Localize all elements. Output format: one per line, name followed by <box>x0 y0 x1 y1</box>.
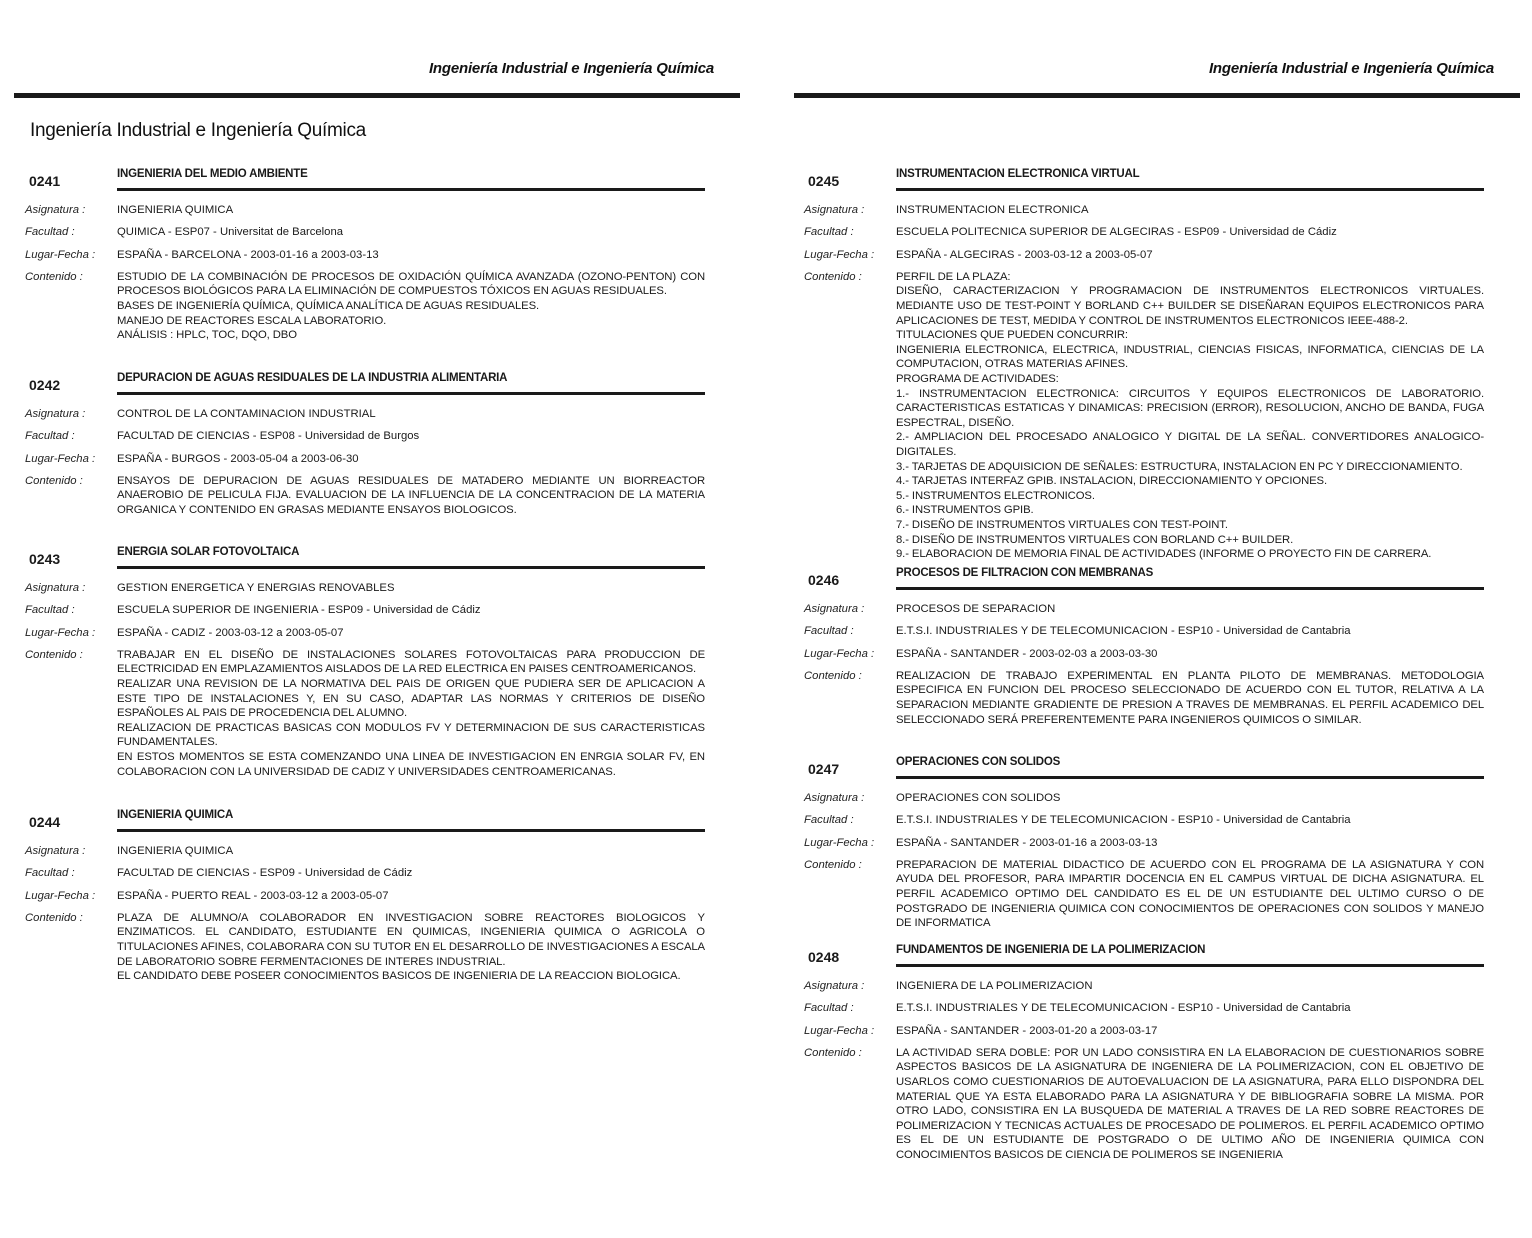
asignatura-label: Asignatura : <box>25 845 86 857</box>
asignatura-row <box>25 844 705 859</box>
entry-fields <box>25 581 705 787</box>
entry-title: FUNDAMENTOS DE INGENIERIA DE LA POLIMERIZACION <box>896 944 1206 956</box>
contenido-value: PLAZA DE ALUMNO/A COLABORADOR EN INVESTIGACION SOBRE REACTORES BIOLOGICOS Y ENZIMATICOS. EL CANDIDATO, ESTUDIANTE EN QUIMICAS, INGENIERIA QUIMICA O AGRICOLA O TITULACIONES AFINES, COLABORARA CON SU TUTOR EN EL DESARROLLO DE INVESTIGACIONES A ESCALA DE LABORATORIO SOBRE FERMENTACIONES DE INTERES INDUSTRIAL. EL CANDIDATO DEBE POSEER CONOCIMIENTOS BASICOS DE INGENIERIA DE LA REACCION BIOLOGICA. <box>117 911 705 983</box>
asignatura-label: Asignatura : <box>804 980 865 992</box>
asignatura-value: INGENIERIA QUIMICA <box>117 845 234 857</box>
lugar-fecha-row <box>804 1024 1484 1039</box>
asignatura-value: INSTRUMENTACION ELECTRONICA <box>896 204 1089 216</box>
lugar-fecha-value: ESPAÑA - ALGECIRAS - 2003-03-12 a 2003-05-07 <box>896 248 1153 261</box>
entry-title: PROCESOS DE FILTRACION CON MEMBRANAS <box>896 567 1154 579</box>
asignatura-value: GESTION ENERGETICA Y ENERGIAS RENOVABLES <box>117 582 395 594</box>
contenido-label: Contenido : <box>25 911 83 924</box>
asignatura-row <box>804 979 1484 994</box>
entry-title: OPERACIONES CON SOLIDOS <box>896 756 1061 768</box>
contenido-row <box>25 270 705 343</box>
lugar-fecha-label: Lugar-Fecha : <box>25 626 96 639</box>
entry-rule <box>896 964 1484 967</box>
contenido-value: PREPARACION DE MATERIAL DIDACTICO DE ACUERDO CON EL PROGRAMA DE LA ASIGNATURA Y CON AYUDA DEL PROFESOR, PARA IMPARTIR DOCENCIA EN EL CAMPUS VIRTUAL DE DICHA ASIGNATURA. EL PERFIL ACADEMICO OPTIMO DEL CANDIDATO ES EL DE UN ESTUDIANTE DEL ULTIMO CURSO O DE POSTGRADO DE INGENIERIA QUIMICA CON CONOCIMIENTOS DE OPERACIONES CON SOLIDOS Y MANEJO DE INFORMATICA <box>896 858 1484 930</box>
lugar-fecha-row <box>804 836 1484 851</box>
asignatura-label: Asignatura : <box>804 792 865 804</box>
lugar-fecha-value: ESPAÑA - SANTANDER - 2003-01-20 a 2003-03-17 <box>896 1024 1158 1037</box>
contenido-row <box>25 474 705 518</box>
entry-title: INGENIERIA QUIMICA <box>117 809 234 821</box>
contenido-value: PERFIL DE LA PLAZA: DISEÑO, CARACTERIZACION Y PROGRAMACION DE INSTRUMENTOS ELECTRONICOS VIRTUALES. MEDIANTE USO DE TEST-POINT Y BORLAND C++ BUILDER SE DISEÑARAN EQUIPOS ELECTRONICOS PARA APLICACIONES DE TEST, MEDIDA Y CONTROL DE INSTRUMENTOS ELECTRONICOS IEEE-488-2. TITULACIONES QUE PUEDEN CONCURRIR: INGENIERIA ELECTRONICA, ELECTRICA, INDUSTRIAL, CIENCIAS FISICAS, INFORMATICA, CIENCIAS DE LA COMPUTACION, OTRAS MATERIAS AFINES. PROGRAMA DE ACTIVIDADES: 1.- INSTRUMENTACION ELECTRONICA: CIRCUITOS Y EQUIPOS ELECTRONICOS DE LABORATORIO. CARACTERISTICAS ESTATICAS Y DINAMICAS: PRECISION (ERROR), RESOLUCION, ANCHO DE BANDA, FUGA ESPECTRAL, DISEÑO. 2.- AMPLIACION DEL PROCESADO ANALOGICO Y DIGITAL DE LA SEÑAL. CONVERTIDORES ANALOGICO-DIGITALES. 3.- TARJETAS DE ADQUISICION DE SEÑALES: ESTRUCTURA, INSTALACION EN PC Y DIRECCIONAMIENTO. 4.- TARJETAS INTERFAZ GPIB. INSTALACION, DIRECCIONAMIENTO Y OPCIONES. 5.- INSTRUMENTOS ELECTRONICOS. 6.- INSTRUMENTOS GPIB. 7.- DISEÑO DE INSTRUMENTOS VIRTUALES CON TEST-POINT. 8.- DISEÑO DE INSTRUMENTOS VIRTUALES CON BORLAND C++ BUILDER. 9.- ELABORACION DE MEMORIA FINAL DE ACTIVIDADES (INFORME O PROYECTO FIN DE CARRERA. <box>896 270 1484 561</box>
entry-code: 0245 <box>808 173 840 189</box>
entry-code: 0244 <box>29 814 61 830</box>
entry-title: DEPURACION DE AGUAS RESIDUALES DE LA INDUSTRIA ALIMENTARIA <box>117 372 508 384</box>
entry-rule <box>896 776 1484 779</box>
lugar-fecha-value: ESPAÑA - CADIZ - 2003-03-12 a 2003-05-07 <box>117 626 344 639</box>
entry-fields <box>804 979 1484 1170</box>
facultad-value: E.T.S.I. INDUSTRIALES Y DE TELECOMUNICACION - ESP10 - Universidad de Cantabria <box>896 625 1351 638</box>
facultad-value: E.T.S.I. INDUSTRIALES Y DE TELECOMUNICACION - ESP10 - Universidad de Cantabria <box>896 814 1351 827</box>
contenido-value: ENSAYOS DE DEPURACION DE AGUAS RESIDUALES DE MATADERO MEDIANTE UN BIORREACTOR ANAEROBIO DE PELICULA FIJA. EVALUACION DE LA INFLUENCIA DE LA CONCENTRACION DE LA MATERIA ORGANICA Y CONTENIDO EN GRASAS MEDIANTE ENSAYOS BIOLOGICOS. <box>117 474 705 517</box>
lugar-fecha-row <box>25 248 705 263</box>
entry-rule <box>117 829 705 832</box>
entry-rule <box>896 587 1484 590</box>
asignatura-value: CONTROL DE LA CONTAMINACION INDUSTRIAL <box>117 408 376 420</box>
facultad-row <box>804 813 1484 828</box>
entry-rule <box>117 392 705 395</box>
entry-title: ENERGIA SOLAR FOTOVOLTAICA <box>117 546 300 558</box>
facultad-row <box>804 1001 1484 1016</box>
facultad-value: QUIMICA - ESP07 - Universitat de Barcelona <box>117 226 344 239</box>
lugar-fecha-value: ESPAÑA - BARCELONA - 2003-01-16 a 2003-03-13 <box>117 248 379 261</box>
lugar-fecha-label: Lugar-Fecha : <box>25 452 96 465</box>
asignatura-row <box>804 791 1484 806</box>
entry-code: 0243 <box>29 551 61 567</box>
facultad-label: Facultad : <box>804 1002 854 1015</box>
entry-fields <box>804 602 1484 735</box>
entry-fields <box>804 791 1484 939</box>
contenido-row <box>804 858 1484 931</box>
contenido-label: Contenido : <box>25 474 83 487</box>
facultad-row <box>25 225 705 240</box>
facultad-label: Facultad : <box>25 604 75 617</box>
entry-fields <box>25 407 705 525</box>
contenido-label: Contenido : <box>804 270 862 283</box>
asignatura-row <box>25 407 705 422</box>
entry-rule <box>117 566 705 569</box>
asignatura-row <box>25 581 705 596</box>
lugar-fecha-row <box>25 452 705 467</box>
lugar-fecha-value: ESPAÑA - SANTANDER - 2003-02-03 a 2003-03-30 <box>896 647 1158 660</box>
facultad-value: E.T.S.I. INDUSTRIALES Y DE TELECOMUNICACION - ESP10 - Universidad de Cantabria <box>896 1002 1351 1015</box>
lugar-fecha-label: Lugar-Fecha : <box>25 889 96 902</box>
lugar-fecha-row <box>25 626 705 641</box>
asignatura-value: INGENIERA DE LA POLIMERIZACION <box>896 980 1093 992</box>
facultad-label: Facultad : <box>25 226 75 239</box>
asignatura-value: OPERACIONES CON SOLIDOS <box>896 792 1061 804</box>
facultad-row <box>25 603 705 618</box>
facultad-label: Facultad : <box>804 226 854 239</box>
running-header: Ingeniería Industrial e Ingeniería Química <box>428 60 714 77</box>
entry-title: INGENIERIA DEL MEDIO AMBIENTE <box>117 168 308 180</box>
contenido-row <box>25 648 705 779</box>
facultad-value: FACULTAD DE CIENCIAS - ESP09 - Universidad de Cádiz <box>117 867 413 880</box>
entry-fields <box>804 203 1484 569</box>
contenido-label: Contenido : <box>25 270 83 283</box>
facultad-value: ESCUELA SUPERIOR DE INGENIERIA - ESP09 - Universidad de Cádiz <box>117 604 481 617</box>
asignatura-row <box>804 602 1484 617</box>
entry-title: INSTRUMENTACION ELECTRONICA VIRTUAL <box>896 168 1140 180</box>
facultad-row <box>804 624 1484 639</box>
asignatura-label: Asignatura : <box>25 204 86 216</box>
contenido-value: TRABAJAR EN EL DISEÑO DE INSTALACIONES SOLARES FOTOVOLTAICAS PARA PRODUCCION DE ELECTRICIDAD EN EMPLAZAMIENTOS AISLADOS DE LA RED ELECTRICA EN PAISES CENTROAMERICANOS. REALIZAR UNA REVISION DE LA NORMATIVA DEL PAIS DE ORIGEN QUE PUDIERA SER DE APLICACION A ESTE TIPO DE INSTALACIONES Y, EN SU CASO, ADAPTAR LAS NORMAS Y CRITERIOS DE DISEÑO ESPAÑOLES AL PAIS DE PROCEDENCIA DEL ALUMNO. REALIZACION DE PRACTICAS BASICAS CON MODULOS FV Y DETERMINACION DE SUS CARACTERISTICAS FUNDAMENTALES. EN ESTOS MOMENTOS SE ESTA COMENZANDO UNA LINEA DE INVESTIGACION EN ENRGIA SOLAR FV, EN COLABORACION CON LA UNIVERSIDAD DE CADIZ Y UNIVERSIDADES CENTROAMERICANAS. <box>117 648 705 778</box>
facultad-label: Facultad : <box>804 625 854 638</box>
asignatura-value: INGENIERIA QUIMICA <box>117 204 234 216</box>
contenido-row <box>25 911 705 984</box>
facultad-value: ESCUELA POLITECNICA SUPERIOR DE ALGECIRAS - ESP09 - Universidad de Cádiz <box>896 226 1337 239</box>
asignatura-value: PROCESOS DE SEPARACION <box>896 603 1056 615</box>
facultad-row <box>804 225 1484 240</box>
contenido-label: Contenido : <box>804 669 862 682</box>
entry-fields <box>25 203 705 351</box>
header-rule <box>794 93 1520 98</box>
entry-code: 0248 <box>808 949 840 965</box>
contenido-value: ESTUDIO DE LA COMBINACIÓN DE PROCESOS DE OXIDACIÓN QUÍMICA AVANZADA (OZONO-PENTON) CON PROCESOS BIOLÓGICOS PARA LA ELIMINACIÓN DE COMPUESTOS TÓXICOS EN AGUAS RESIDUALES. BASES DE INGENIERÍA QUÍMICA, QUÍMICA ANALÍTICA DE AGUAS RESIDUALES. MANEJO DE REACTORES ESCALA LABORATORIO. ANÁLISIS : HPLC, TOC, DQO, DBO <box>117 270 705 342</box>
lugar-fecha-row <box>804 248 1484 263</box>
asignatura-label: Asignatura : <box>25 582 86 594</box>
asignatura-label: Asignatura : <box>25 408 86 420</box>
entry-rule <box>117 188 705 191</box>
right-page <box>766 0 1532 1238</box>
contenido-value: LA ACTIVIDAD SERA DOBLE: POR UN LADO CONSISTIRA EN LA ELABORACION DE CUESTIONARIOS SOBRE ASPECTOS BASICOS DE LA ASIGNATURA DE INGENIERA DE LA POLIMERIZACION, CON EL OBJETIVO DE USARLOS COMO CUESTIONARIOS DE AUTOEVALUACION DE LA ASIGNATURA, PARA ELLO DISPONDRA DEL MATERIAL QUE YA ESTA ELABORADO PARA LA ASIGNATURA Y DE BIBLIOGRAFIA SOBRE LA MISMA. POR OTRO LADO, CONSISTIRA EN LA BUSQUEDA DE MATERIAL A TRAVES DE LA RED SOBRE REACTORES DE POLIMERIZACION Y TECNICAS ACTUALES DE PROCESADO DE POLIMEROS. EL PERFIL ACADEMICO OPTIMO ES EL DE UN ESTUDIANTE DE POSTGRADO O DE ULTIMO AÑO DE INGENIERIA QUIMICA CON CONOCIMIENTOS BASICOS DE CIENCIA DE POLIMEROS SE INGENIERIA <box>896 1046 1484 1161</box>
contenido-label: Contenido : <box>804 858 862 871</box>
lugar-fecha-label: Lugar-Fecha : <box>804 647 875 660</box>
contenido-row <box>804 270 1484 562</box>
entry-code: 0241 <box>29 173 61 189</box>
lugar-fecha-value: ESPAÑA - SANTANDER - 2003-01-16 a 2003-03-13 <box>896 836 1158 849</box>
facultad-label: Facultad : <box>804 814 854 827</box>
facultad-value: FACULTAD DE CIENCIAS - ESP08 - Universidad de Burgos <box>117 430 420 443</box>
running-header: Ingeniería Industrial e Ingeniería Química <box>1208 60 1494 77</box>
asignatura-label: Asignatura : <box>804 603 865 615</box>
section-title: Ingeniería Industrial e Ingeniería Química <box>30 120 366 141</box>
lugar-fecha-label: Lugar-Fecha : <box>804 1024 875 1037</box>
lugar-fecha-value: ESPAÑA - PUERTO REAL - 2003-03-12 a 2003-05-07 <box>117 889 389 902</box>
entry-code: 0247 <box>808 761 840 777</box>
lugar-fecha-label: Lugar-Fecha : <box>804 836 875 849</box>
asignatura-row <box>804 203 1484 218</box>
facultad-row <box>25 866 705 881</box>
facultad-row <box>25 429 705 444</box>
facultad-label: Facultad : <box>25 867 75 880</box>
header-rule <box>14 93 740 98</box>
entry-code: 0246 <box>808 572 840 588</box>
contenido-label: Contenido : <box>804 1046 862 1059</box>
lugar-fecha-value: ESPAÑA - BURGOS - 2003-05-04 a 2003-06-30 <box>117 452 359 465</box>
contenido-row <box>804 1046 1484 1163</box>
lugar-fecha-row <box>25 889 705 904</box>
lugar-fecha-row <box>804 647 1484 662</box>
contenido-value: REALIZACION DE TRABAJO EXPERIMENTAL EN PLANTA PILOTO DE MEMBRANAS. METODOLOGIA ESPECIFICA EN FUNCION DEL PROCESO SELECCIONADO DE ACUERDO CON EL TUTOR, RELATIVA A LA SEPARACION MEDIANTE GRADIENTE DE PRESION A TRAVES DE MEMBRANAS. EL PERFIL ACADEMICO DEL SELECCIONADO SERÁ PREFERENTEMENTE PARA INGENIEROS QUIMICOS O SIMILAR. <box>896 669 1484 726</box>
contenido-row <box>804 669 1484 727</box>
entry-fields <box>25 844 705 992</box>
lugar-fecha-label: Lugar-Fecha : <box>804 248 875 261</box>
asignatura-row <box>25 203 705 218</box>
facultad-label: Facultad : <box>25 430 75 443</box>
lugar-fecha-label: Lugar-Fecha : <box>25 248 96 261</box>
asignatura-label: Asignatura : <box>804 204 865 216</box>
entry-rule <box>896 188 1484 191</box>
entry-code: 0242 <box>29 377 61 393</box>
contenido-label: Contenido : <box>25 648 83 661</box>
